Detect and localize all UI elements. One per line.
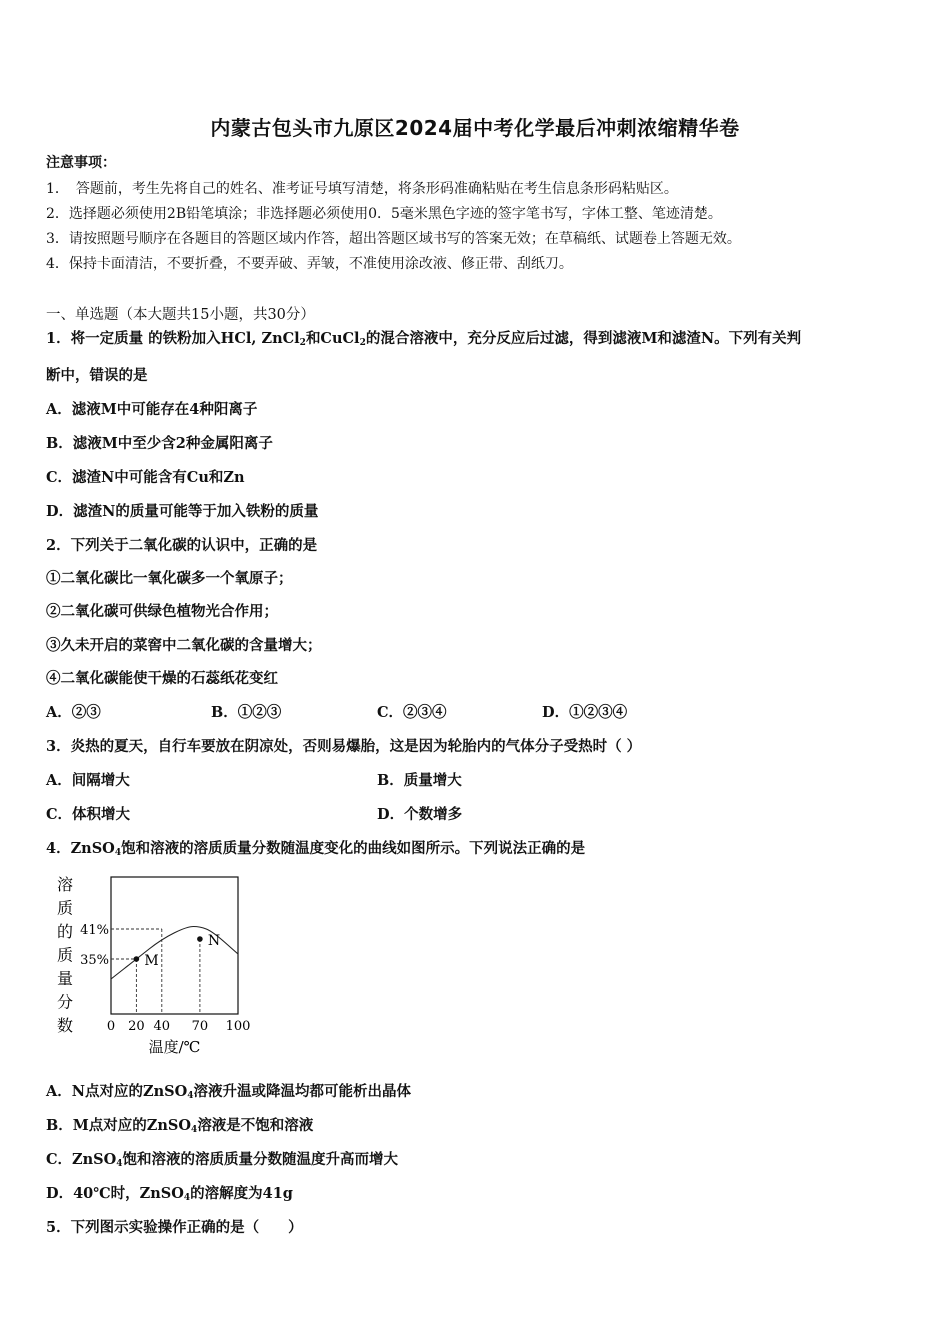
q2-option-b: B．①②③	[211, 704, 282, 721]
q3-option-d: D．个数增多	[377, 806, 463, 823]
subscript: 4	[114, 848, 122, 858]
q4-option-part: 溶液是不饱和溶液	[197, 1117, 314, 1134]
x-tick-0: 0	[106, 1019, 116, 1034]
q1-stem	[46, 327, 801, 348]
q2-statement-3: ③久未开启的菜窖中二氧化碳的含量增大；	[46, 637, 322, 654]
x-tick-70: 70	[191, 1019, 209, 1034]
q2-stem: 2．下列关于二氧化碳的认识中，正确的是	[46, 537, 318, 554]
q4-option-part: 饱和溶液的溶质质量分数随温度升高而增大	[122, 1151, 399, 1168]
point-label-N: N	[207, 933, 221, 949]
subscript: 2	[359, 338, 366, 348]
y-tick-41: 41%	[80, 923, 109, 938]
subscript: 2	[299, 338, 306, 348]
q4-stem-part: 饱和溶液的溶质质量分数随温度变化的曲线如图所示。下列说法正确的是	[121, 840, 586, 857]
q4-stem-part: 4．ZnSO	[46, 840, 115, 857]
y-axis-label-char: 的	[56, 922, 74, 941]
y-axis-label-char: 分	[56, 992, 74, 1012]
x-tick-40: 40	[153, 1019, 171, 1034]
q1-option-a: A．滤液M中可能存在4种阳离子	[46, 401, 258, 418]
q1-stem-continued: 断中，错误的是	[46, 367, 148, 384]
q2-statement-4: ④二氧化碳能使干燥的石蕊纸花变红	[46, 670, 278, 687]
notice-item-3: 3．请按照题号顺序在各题目的答题区域内作答，超出答题区域书写的答案无效；在草稿纸、试题卷上答题无效。	[46, 231, 741, 247]
q2-option-a: A．②③	[46, 704, 101, 721]
q4-stem	[46, 837, 585, 858]
q1-option-d: D．滤渣N的质量可能等于加入铁粉的质量	[46, 503, 319, 520]
q4-option-part: D．40℃时，ZnSO	[46, 1185, 184, 1202]
y-axis-label-char: 质	[56, 898, 74, 918]
q2-option-d: D．①②③④	[542, 704, 628, 721]
point-label-M: M	[144, 953, 159, 969]
x-tick-100: 100	[225, 1019, 251, 1034]
solubility-chart	[50, 868, 280, 1063]
notice-heading: 注意事项：	[46, 155, 116, 171]
q1-stem-part: 和CuCl	[305, 330, 360, 347]
q4-option-d	[46, 1182, 293, 1203]
section-heading: 一、单选题（本大题共15小题，共30分）	[46, 307, 315, 323]
subscript: 4	[191, 1125, 198, 1135]
q2-statement-1: ①二氧化碳比一氧化碳多一个氧原子；	[46, 570, 293, 587]
y-axis-label-char: 数	[56, 1016, 74, 1035]
q3-option-b: B．质量增大	[377, 772, 462, 789]
q4-option-part: C．ZnSO	[46, 1151, 117, 1168]
q1-stem-part: 1．将一定质量 的铁粉加入HCl, ZnCl	[46, 330, 300, 347]
q3-option-a: A．间隔增大	[46, 772, 130, 789]
q5-stem: 5．下列图示实验操作正确的是（ ）	[46, 1219, 303, 1236]
y-axis-label-char: 量	[56, 969, 74, 988]
y-axis-label-char: 溶	[56, 875, 74, 894]
notice-item-4: 4．保持卡面清洁，不要折叠，不要弄破、弄皱，不准使用涂改液、修正带、刮纸刀。	[46, 256, 573, 272]
point-N	[197, 936, 203, 942]
q3-stem: 3．炎热的夏天，自行车要放在阴凉处，否则易爆胎，这是因为轮胎内的气体分子受热时（ ）	[46, 738, 642, 755]
q4-option-a	[46, 1080, 411, 1101]
x-tick-20: 20	[128, 1019, 145, 1034]
page-title: 内蒙古包头市九原区2024届中考化学最后冲刺浓缩精华卷	[210, 116, 740, 140]
subscript: 4	[116, 1159, 123, 1169]
q3-option-c: C．体积增大	[46, 806, 131, 823]
notice-item-2: 2．选择题必须使用2B铅笔填涂；非选择题必须使用0．5毫米黑色字迹的签字笔书写，字体工整、笔迹清楚。	[46, 206, 722, 222]
x-axis-label: 温度/℃	[148, 1038, 201, 1056]
q4-option-b	[46, 1114, 313, 1135]
q1-option-b: B．滤液M中至少含2种金属阳离子	[46, 435, 273, 452]
q4-option-part: 的溶解度为41g	[190, 1185, 293, 1202]
subscript: 4	[183, 1193, 191, 1203]
q4-option-part: B．M点对应的ZnSO	[46, 1117, 192, 1134]
q4-option-part: 溶液升温或降温均都可能析出晶体	[193, 1083, 411, 1100]
q1-option-c: C．滤渣N中可能含有Cu和Zn	[46, 469, 245, 486]
y-tick-35: 35%	[80, 953, 109, 968]
notice-item-1: 1． 答题前，考生先将自己的姓名、准考证号填写清楚，将条形码准确粘贴在考生信息条形码粘贴区。	[46, 181, 678, 197]
subscript: 4	[187, 1091, 194, 1101]
point-M	[134, 956, 140, 962]
q1-stem-part: 的混合溶液中，充分反应后过滤，得到滤液M和滤渣N。下列有关判	[365, 330, 802, 347]
q4-option-part: A．N点对应的ZnSO	[46, 1083, 188, 1100]
q2-option-c: C．②③④	[377, 704, 447, 721]
q4-option-c	[46, 1148, 398, 1169]
q2-statement-2: ②二氧化碳可供绿色植物光合作用；	[46, 603, 278, 620]
y-axis-label-char: 质	[56, 945, 74, 965]
